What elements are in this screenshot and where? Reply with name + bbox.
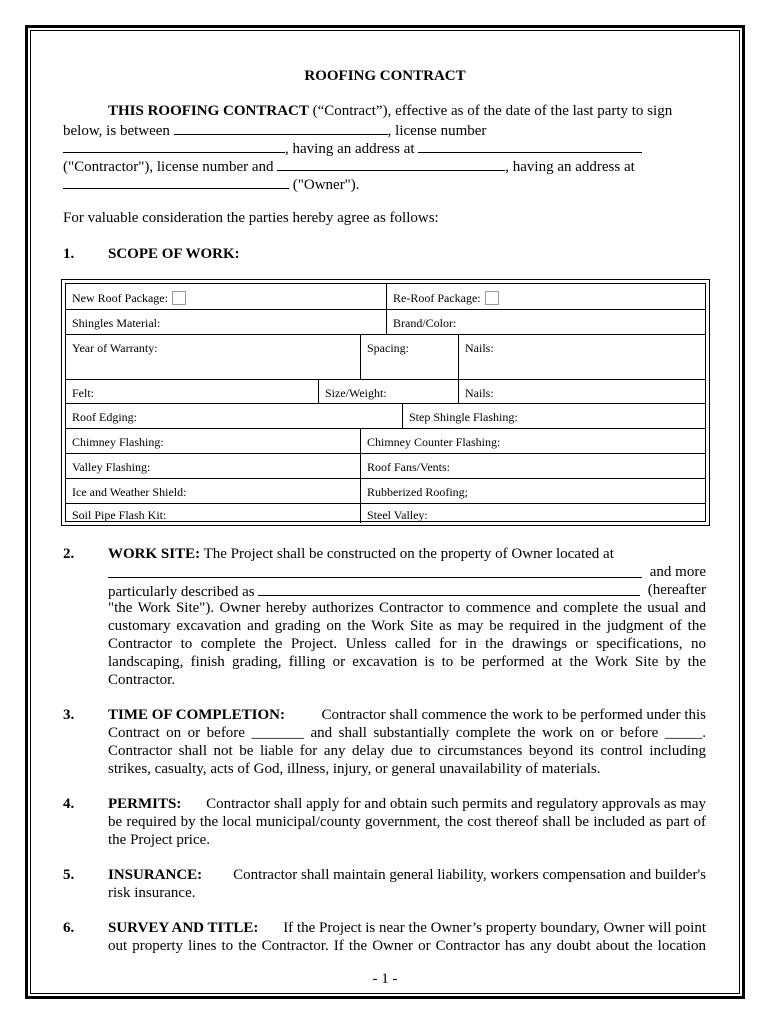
section6-heading: SURVEY AND TITLE: <box>108 920 259 936</box>
intro-line-3 <box>63 138 642 158</box>
section6-body <box>108 937 706 955</box>
section2-heading: WORK SITE: <box>108 546 201 562</box>
valley-flashing-cell: Valley Flashing: <box>72 460 151 474</box>
intro-between: below, is between <box>63 123 170 139</box>
shingles-cell: Shingles Material: <box>72 316 161 330</box>
section3-text-4: strikes, casualty, acts of God, illness, injury, or general unavailability of materials. <box>108 761 601 777</box>
section5-text-2: risk insurance. <box>108 885 196 901</box>
intro-owner-address-at: , having an address at <box>505 159 635 175</box>
rubberized-cell: Rubberized Roofing; <box>367 485 468 499</box>
page-number: - 1 - <box>372 971 398 987</box>
section3-number: 3. <box>63 707 75 723</box>
table-row <box>66 309 705 335</box>
section3-heading: TIME OF COMPLETION: <box>108 707 285 723</box>
soil-pipe-cell: Soil Pipe Flash Kit: <box>72 508 167 522</box>
section5-number: 5. <box>63 867 75 883</box>
section2-text-8: Contractor. <box>108 672 176 688</box>
table-row <box>66 403 705 429</box>
section2-text-6: Contractor to complete the Project. Unless called for in the drawings or specifications, no <box>108 636 706 652</box>
section2-line-2 <box>108 563 706 583</box>
contractor-address-blank[interactable] <box>418 138 642 153</box>
section4-text-2: be required by the local municipal/county government, the cost thereof shall be included as part of <box>108 814 706 830</box>
section5-heading: INSURANCE: <box>108 867 203 883</box>
steel-valley-cell: Steel Valley: <box>367 508 428 522</box>
intro-line-4 <box>63 156 635 176</box>
document-title: ROOFING CONTRACT <box>304 68 466 84</box>
new-roof-label: New Roof Package: <box>72 291 168 305</box>
intro-bold-lead: THIS ROOFING CONTRACT <box>108 103 309 119</box>
table-row <box>66 428 705 454</box>
consideration-text: For valuable consideration the parties hereby agree as follows: <box>63 210 439 226</box>
nails-cell-1: Nails: <box>465 341 494 355</box>
section3-body <box>108 724 706 778</box>
intro-contractor-license: ("Contractor"), license number and <box>63 159 274 175</box>
owner-name-blank[interactable] <box>277 156 505 171</box>
contractor-name-blank[interactable] <box>174 120 388 135</box>
intro-address-at: , having an address at <box>285 141 415 157</box>
section2-line-3 <box>108 581 706 601</box>
table-row <box>66 284 705 310</box>
table-row <box>66 334 705 380</box>
new-roof-cell <box>66 284 186 309</box>
reroof-checkbox[interactable] <box>485 291 499 305</box>
owner-address-blank[interactable] <box>63 174 289 189</box>
section2-body <box>108 599 706 689</box>
chimney-flashing-cell: Chimney Flashing: <box>72 435 164 449</box>
section2-number: 2. <box>63 546 75 562</box>
reroof-label: Re-Roof Package: <box>393 291 481 305</box>
table-row <box>66 453 705 479</box>
roof-edging-cell: Roof Edging: <box>72 410 137 424</box>
size-weight-cell: Size/Weight: <box>325 386 387 400</box>
section2-text-1: The Project shall be constructed on the property of Owner located at <box>203 546 614 562</box>
section5-text-1: Contractor shall maintain general liability, workers compensation and builder's <box>233 867 706 883</box>
section4-number: 4. <box>63 796 75 812</box>
spacing-cell: Spacing: <box>367 341 409 355</box>
section6-line-1 <box>108 919 706 937</box>
work-site-description-blank[interactable] <box>258 581 640 596</box>
warranty-cell: Year of Warranty: <box>72 341 158 355</box>
new-roof-checkbox[interactable] <box>172 291 186 305</box>
work-site-location-blank[interactable] <box>108 563 642 578</box>
intro-owner: ("Owner"). <box>289 177 360 193</box>
intro-line-1 <box>108 102 672 120</box>
section3-text-2: Contract on or before _______ and shall substantially complete the work on or before _____. <box>108 725 706 741</box>
section3-text-1: Contractor shall commence the work to be performed under this <box>321 707 706 723</box>
intro-line-5 <box>63 174 360 194</box>
section3-line-1 <box>108 706 706 724</box>
step-shingle-cell: Step Shingle Flashing: <box>409 410 518 424</box>
section6-text-2: out property lines to the Contractor. If the Owner or Contractor has any doubt about the location <box>108 938 706 954</box>
table-row <box>66 379 705 404</box>
section2-text-5: customary excavation and grading on the Work Site as may be required in the judgment of the <box>108 618 706 634</box>
section6-number: 6. <box>63 920 75 936</box>
section4-line-1 <box>108 795 706 813</box>
section4-text-3: the Project price. <box>108 832 211 848</box>
scope-table-inner <box>65 283 706 522</box>
brand-cell: Brand/Color: <box>393 316 457 330</box>
section4-heading: PERMITS: <box>108 796 182 812</box>
section2-described-as: particularly described as <box>108 584 255 600</box>
table-row <box>66 478 705 504</box>
section3-text-3: Contractor shall not be liable for any delay due to circumstances beyond its control including <box>108 743 706 759</box>
section1-heading: SCOPE OF WORK: <box>108 246 240 262</box>
section6-text-1: If the Project is near the Owner’s property boundary, Owner will point <box>283 920 706 936</box>
section1-number: 1. <box>63 246 75 262</box>
section2-line-1 <box>108 545 614 563</box>
section2-text-7: landscaping, finish grading, filling or excavation is to be performed at the Work Site by the <box>108 654 706 670</box>
reroof-cell <box>387 284 499 309</box>
chimney-counter-cell: Chimney Counter Flashing: <box>367 435 501 449</box>
intro-line1-text: (“Contract”), effective as of the date of the last party to sign <box>308 103 673 119</box>
contractor-license-blank[interactable] <box>63 138 285 153</box>
section2-hereafter: (hereafter <box>647 582 706 598</box>
section4-text-1: Contractor shall apply for and obtain such permits and regulatory approvals as may <box>206 796 706 812</box>
nails-cell-2: Nails: <box>465 386 494 400</box>
roof-fans-cell: Roof Fans/Vents: <box>367 460 451 474</box>
section5-line-1 <box>108 866 706 884</box>
intro-line-2 <box>63 120 486 140</box>
section2-text-2: and more <box>649 564 706 580</box>
intro-license: , license number <box>387 123 487 139</box>
felt-cell: Felt: <box>72 386 95 400</box>
section4-body <box>108 813 706 849</box>
table-row <box>66 503 705 523</box>
section2-text-4: "the Work Site"). Owner hereby authorizes Contractor to commence and complete the usual and <box>108 600 706 616</box>
scope-of-work-table <box>61 279 710 526</box>
ice-weather-cell: Ice and Weather Shield: <box>72 485 187 499</box>
